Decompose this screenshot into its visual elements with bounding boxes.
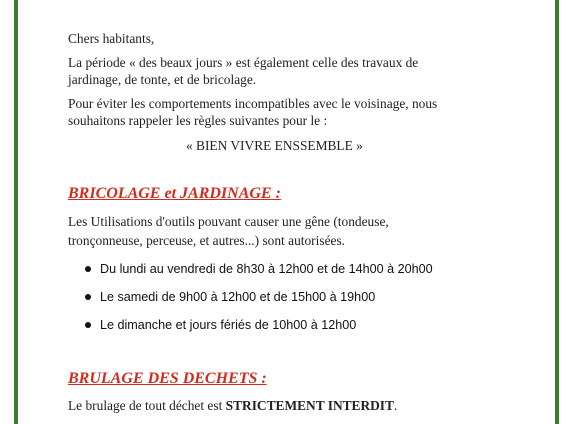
bullet-icon [85, 266, 91, 272]
section-title-brulage: BRULAGE DES DECHETS : [68, 370, 267, 387]
intro-line-1: La période « des beaux jours » est également celle des travaux de [68, 55, 419, 70]
schedule-text: Le dimanche et jours fériés de 10h00 à 12h00 [100, 318, 357, 332]
brulage-emphasis: STRICTEMENT INTERDIT [225, 398, 394, 413]
greeting: Chers habitants, [68, 31, 155, 46]
left-frame-border [14, 0, 18, 424]
schedule-text: Le samedi de 9h00 à 12h00 et de 15h00 à 19h00 [100, 290, 376, 304]
section-title-bricolage: BRICOLAGE et JARDINAGE : [68, 185, 281, 202]
motto: « BIEN VIVRE ENSSEMBLE » [186, 138, 363, 153]
brulage-text-prefix: Le brulage de tout déchet est [68, 398, 226, 413]
bricolage-line-1: Les Utilisations d'outils pouvant causer une gêne (tondeuse, [68, 214, 389, 229]
brulage-text-suffix: . [393, 398, 398, 413]
schedule-text: Du lundi au vendredi de 8h30 à 12h00 et de 14h00 à 20h00 [100, 262, 433, 276]
schedule-item-sunday [85, 316, 356, 334]
bullet-icon [85, 322, 91, 328]
intro-line-2: jardinage, de tonte, et de bricolage. [68, 72, 257, 87]
schedule-item-saturday [85, 288, 375, 306]
intro-line-4: souhaitons rappeler les règles suivantes pour le : [68, 113, 328, 128]
right-frame-border [555, 0, 559, 424]
bricolage-line-2: tronçonneuse, perceuse, et autres...) sont autorisées. [68, 233, 346, 248]
schedule-item-weekdays [85, 260, 433, 278]
intro-line-3: Pour éviter les comportements incompatibles avec le voisinage, nous [68, 96, 438, 111]
brulage-text [68, 398, 397, 414]
bullet-icon [85, 294, 91, 300]
